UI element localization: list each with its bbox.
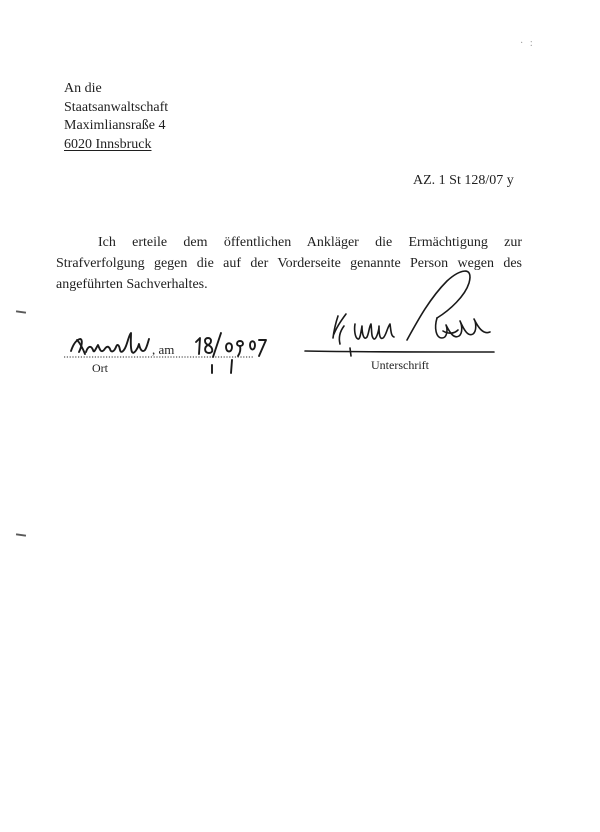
address-line-2: Staatsanwaltschaft (64, 99, 169, 115)
handwritten-place (71, 333, 149, 354)
handwritten-signature (305, 271, 494, 356)
signature-label: Unterschrift (371, 358, 429, 372)
paragraph-line-2: Strafverfolgung gegen die auf der Vorderseite genannte Person wegen des (56, 256, 522, 271)
corner-mark: · : (520, 38, 535, 49)
paragraph-line-1: Ich erteile dem öffentlichen Ankläger die Ermächtigung zur (98, 235, 522, 250)
handwritten-date (196, 333, 266, 373)
am-label: , am (152, 342, 175, 357)
address-line-1: An die (64, 81, 102, 96)
ort-label: Ort (92, 361, 108, 375)
case-reference: AZ. 1 St 128/07 y (413, 173, 514, 188)
paragraph-line-3: angeführten Sachverhaltes. (56, 277, 208, 292)
address-line-4: 6020 Innsbruck (64, 136, 152, 152)
address-line-3: Maximliansraße 4 (64, 118, 166, 133)
